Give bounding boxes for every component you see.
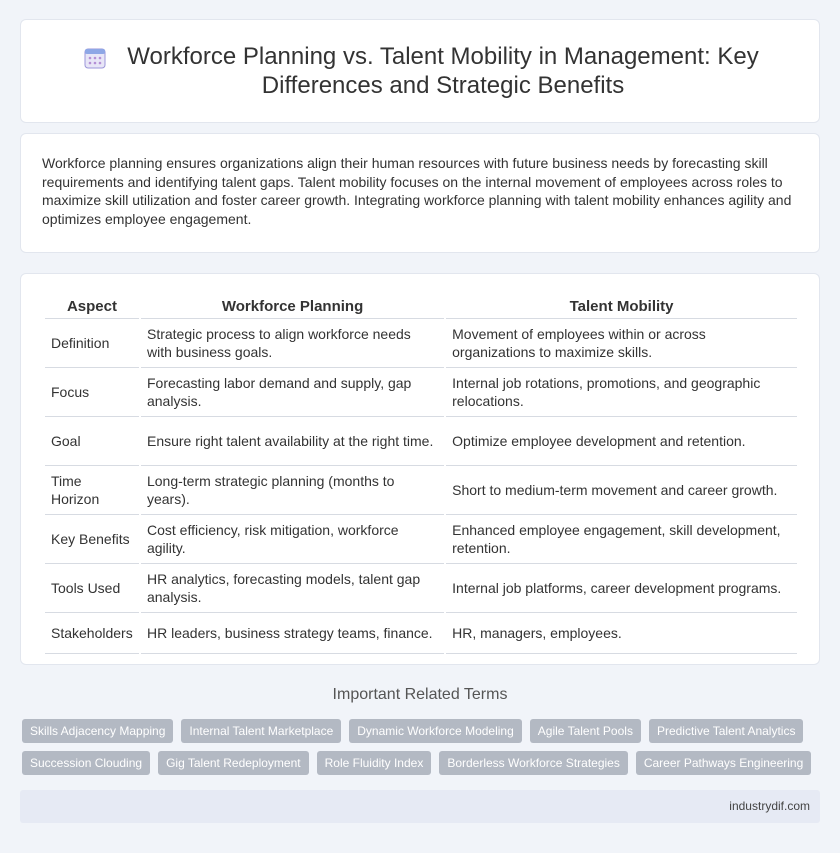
page-title: Workforce Planning vs. Talent Mobility in Management: Key Differences and Strategic Benefits (127, 43, 759, 99)
table-row (45, 564, 797, 613)
aspect-cell: Focus (45, 368, 139, 417)
title-card (20, 19, 820, 123)
mobility-cell: Movement of employees within or across organizations to maximize skills. (446, 319, 797, 368)
aspect-cell: Key Benefits (45, 515, 139, 564)
mobility-cell: Optimize employee development and retention. (446, 417, 797, 466)
aspect-cell: Goal (45, 417, 139, 466)
aspect-cell: Stakeholders (45, 613, 139, 654)
workforce-cell: HR leaders, business strategy teams, finance. (141, 613, 444, 654)
related-terms-title: Important Related Terms (332, 686, 508, 703)
aspect-cell: Definition (45, 319, 139, 368)
mobility-cell: HR, managers, employees. (446, 613, 797, 654)
footer (20, 790, 820, 823)
aspect-cell: Tools Used (45, 564, 139, 613)
related-term-tag[interactable]: Skills Adjacency Mapping (22, 719, 173, 743)
related-terms-tags (22, 719, 822, 783)
workforce-cell: Long-term strategic planning (months to years). (141, 466, 444, 515)
mobility-cell: Short to medium-term movement and career growth. (446, 466, 797, 515)
related-term-tag[interactable]: Role Fluidity Index (317, 751, 432, 775)
aspect-cell: Time Horizon (45, 466, 139, 515)
workforce-cell: Cost efficiency, risk mitigation, workforce agility. (141, 515, 444, 564)
related-term-tag[interactable]: Agile Talent Pools (530, 719, 641, 743)
intro-paragraph: Workforce planning ensures organizations align their human resources with future business needs by forecasting skill requirements and identifying talent gaps. Talent mobility focuses on the internal movement of employees across roles to maximize skill utilization and foster career growth. Integrating workforce planning with talent mobility enhances agility and optimizes employee engagement. (42, 155, 792, 227)
footer-site-link[interactable]: industrydif.com (729, 799, 810, 813)
table-row (45, 368, 797, 417)
related-term-tag[interactable]: Career Pathways Engineering (636, 751, 811, 775)
related-term-tag[interactable]: Borderless Workforce Strategies (439, 751, 628, 775)
header-workforce-planning: Workforce Planning (141, 294, 444, 319)
table-row (45, 417, 797, 466)
header-talent-mobility: Talent Mobility (446, 294, 797, 319)
intro-card (20, 133, 820, 253)
comparison-card (20, 273, 820, 665)
workforce-cell: Ensure right talent availability at the right time. (141, 417, 444, 466)
workforce-cell: Strategic process to align workforce needs with business goals. (141, 319, 444, 368)
header-aspect: Aspect (45, 294, 139, 319)
related-term-tag[interactable]: Succession Clouding (22, 751, 150, 775)
mobility-cell: Internal job rotations, promotions, and geographic relocations. (446, 368, 797, 417)
comparison-table (43, 294, 799, 654)
mobility-cell: Enhanced employee engagement, skill development, retention. (446, 515, 797, 564)
tag-row (22, 751, 822, 775)
table-row (45, 515, 797, 564)
workforce-cell: Forecasting labor demand and supply, gap analysis. (141, 368, 444, 417)
table-header-row (45, 294, 797, 319)
table-row (45, 319, 797, 368)
related-term-tag[interactable]: Internal Talent Marketplace (181, 719, 341, 743)
table-row (45, 466, 797, 515)
related-term-tag[interactable]: Predictive Talent Analytics (649, 719, 804, 743)
mobility-cell: Internal job platforms, career development programs. (446, 564, 797, 613)
related-term-tag[interactable]: Dynamic Workforce Modeling (349, 719, 522, 743)
table-row (45, 613, 797, 654)
related-term-tag[interactable]: Gig Talent Redeployment (158, 751, 309, 775)
workforce-cell: HR analytics, forecasting models, talent gap analysis. (141, 564, 444, 613)
tag-row (22, 719, 822, 743)
